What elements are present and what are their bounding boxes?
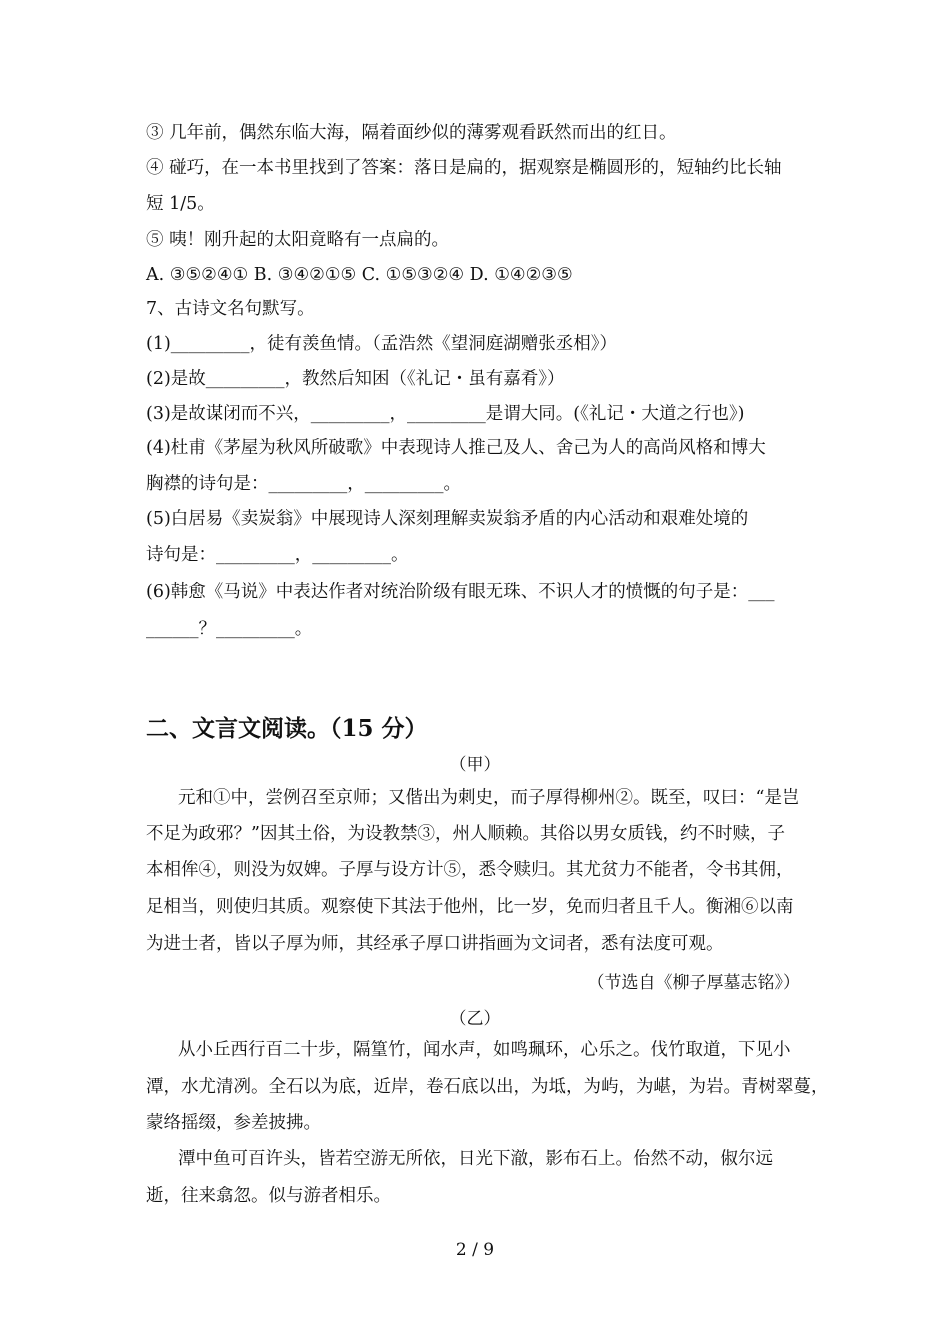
question-7-line: (6)韩愈《马说》中表达作者对统治阶级有眼无珠、不识人才的愤慨的句子是：___ xyxy=(146,582,775,602)
passage-yi-line: 蒙络摇缀，参差披拂。 xyxy=(146,1113,321,1133)
question-7-line: (3)是故谋闭而不兴，_________，_________是谓大同。(《礼记・大道之行也》) xyxy=(146,404,745,424)
page-number: 2 / 9 xyxy=(455,1240,495,1260)
passage-yi-line: 潭中鱼可百许头，皆若空游无所依，日光下澈，影布石上。佁然不动，俶尔远 xyxy=(178,1149,773,1169)
question-6-item: ③ 几年前，偶然东临大海，隔着面纱似的薄雾观看跃然而出的红日。 xyxy=(146,123,677,143)
passage-jia-line: 不足为政邪？”因其土俗，为设教禁③，州人顺赖。其俗以男女质钱，约不时赎，子 xyxy=(146,824,785,844)
passage-yi-line: 逝，往来翕忽。似与游者相乐。 xyxy=(146,1186,391,1206)
question-6-item: ⑤ 咦！刚升起的太阳竟略有一点扁的。 xyxy=(146,230,450,250)
passage-yi-label: （乙） xyxy=(449,1009,501,1029)
question-7-title: 7、古诗文名句默写。 xyxy=(146,299,315,319)
question-7-line: (2)是故_________，教然后知困（《礼记・虽有嘉肴》） xyxy=(146,369,565,389)
passage-jia-line: 足相当，则使归其质。观察使下其法于他州，比一岁，免而归者且千人。衡湘⑥以南 xyxy=(146,897,794,917)
question-6-item: ④ 碰巧，在一本书里找到了答案：落日是扁的，据观察是椭圆形的，短轴约比长轴 xyxy=(146,158,782,178)
passage-jia-source: （节选自《柳子厚墓志铭》） xyxy=(587,973,800,993)
passage-yi-line: 潭，水尤清冽。全石以为底，近岸，卷石底以出，为坻，为屿，为嵁，为岩。青树翠蔓， xyxy=(146,1077,829,1097)
question-6-options: A. ③⑤②④① B. ③④②①⑤ C. ①⑤③②④ D. ①④②③⑤ xyxy=(146,265,573,285)
passage-jia-line: 为进士者，皆以子厚为师，其经承子厚口讲指画为文词者，悉有法度可观。 xyxy=(146,934,724,954)
question-6-item: 短 1/5。 xyxy=(146,194,215,214)
section-heading: 二、文言文阅读。（15 分） xyxy=(146,715,428,742)
question-7-line: (4)杜甫《茅屋为秋风所破歌》中表现诗人推己及人、舍己为人的高尚风格和博大 xyxy=(146,438,766,458)
question-7-line: ______？_________。 xyxy=(146,619,313,639)
passage-jia-line: 元和①中，尝例召至京师；又偕出为刺史，而子厚得柳州②。既至，叹曰：“是岂 xyxy=(178,788,800,808)
question-7-line: 胸襟的诗句是：_________，_________。 xyxy=(146,474,461,494)
passage-jia-line: 本相侔④，则没为奴婢。子厚与设方计⑤，悉令赎归。其尤贫力不能者，令书其佣， xyxy=(146,860,794,880)
passage-yi-line: 从小丘西行百二十步，隔篁竹，闻水声，如鸣珮环，心乐之。伐竹取道，下见小 xyxy=(178,1040,791,1060)
question-7-line: 诗句是：_________，_________。 xyxy=(146,545,409,565)
question-7-line: (5)白居易《卖炭翁》中展现诗人深刻理解卖炭翁矛盾的内心活动和艰难处境的 xyxy=(146,509,749,529)
question-7-line: (1)_________，徒有羡鱼情。（孟浩然《望洞庭湖赠张丞相》） xyxy=(146,334,618,354)
passage-jia-label: （甲） xyxy=(449,755,501,775)
